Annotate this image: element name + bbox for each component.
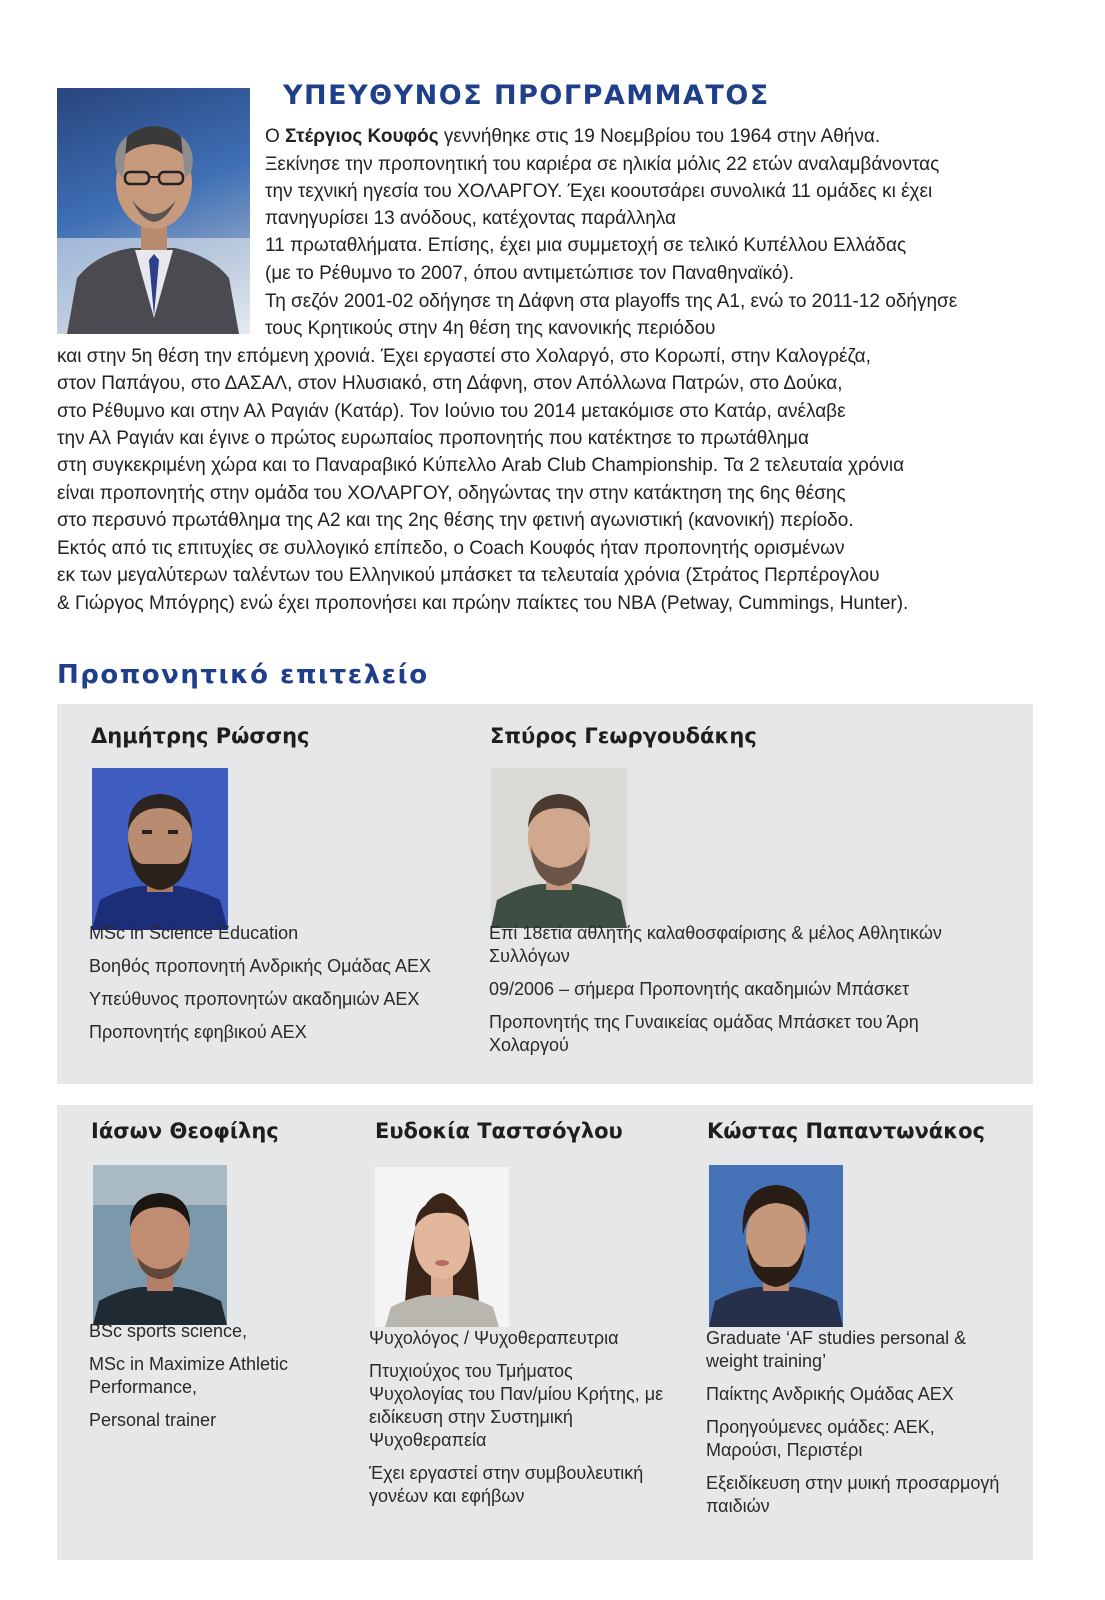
staff-name: Ευδοκία Ταστσόγλου (375, 1119, 623, 1143)
staff-panel-top (57, 704, 1033, 1084)
bio-line: εκ των μεγαλύτερων ταλέντων του Ελληνικού μπάσκετ τα τελευταία χρόνια (Στράτος Περπέρογλου (57, 565, 880, 586)
staff-photo (93, 1165, 227, 1325)
bio-intro-suffix: γεννήθηκε στις 19 Νοεμβρίου του 1964 στην Αθήνα. (438, 126, 881, 147)
coaching-staff-title: Προπονητικό επιτελείο (57, 660, 429, 690)
staff-detail: Προπονητής της Γυναικείας ομάδας Μπάσκετ του Άρη Χολαργού (489, 1012, 919, 1055)
staff-panel-bottom (57, 1105, 1033, 1560)
bio-line: πανηγυρίσει 13 ανόδους, κατέχοντας παράλληλα (265, 208, 677, 229)
bio-line: 11 πρωταθλήματα. Επίσης, έχει μια συμμετοχή σε τελικό Κυπέλλου Ελλάδας (265, 235, 907, 256)
staff-detail: 09/2006 – σήμερα Προπονητής ακαδημιών Μπάσκετ (489, 979, 910, 999)
bio-line: στο Ρέθυμνο και στην Αλ Ραγιάν (Κατάρ). Τον Ιούνιο του 2014 μετακόμισε στο Κατάρ, ανέλαβε (57, 401, 846, 422)
staff-name: Κώστας Παπαντωνάκος (707, 1119, 985, 1143)
bio-line: & Γιώργος Μπόγρης) ενώ έχει προπονήσει και πρώην παίκτες του NBA (Petway, Cummings, Hunter). (57, 593, 909, 614)
staff-details (489, 922, 959, 1067)
bio-line: την τεχνική ηγεσία του ΧΟΛΑΡΓΟΥ. Έχει κοουτσάρει συνολικά 11 ομάδες κι έχει (265, 181, 933, 202)
staff-name: Δημήτρης Ρώσσης (91, 724, 310, 748)
director-photo (57, 88, 250, 334)
staff-detail: BSc sports science, (89, 1321, 248, 1341)
bio-line: και στην 5η θέση την επόμενη χρονιά. Έχει εργαστεί στο Χολαργό, στο Κορωπί, στην Καλογρέζα, (57, 346, 871, 367)
staff-name: Ιάσων Θεοφίλης (91, 1119, 279, 1143)
staff-name: Σπύρος Γεωργουδάκης (490, 724, 757, 748)
staff-photo (92, 768, 228, 930)
bio-line: (με το Ρέθυμνο το 2007, όπου αντιμετώπισε τον Παναθηναϊκό). (265, 263, 795, 284)
staff-detail: Επί 18ετία αθλητής καλαθοσφαίρισης & μέλος Αθλητικών Συλλόγων (489, 923, 942, 966)
staff-photo (491, 768, 627, 928)
bio-line: την Αλ Ραγιάν και έγινε ο πρώτος ευρωπαίος προπονητής που κατέκτησε το πρωτάθλημα (57, 428, 809, 449)
staff-photo (375, 1167, 509, 1327)
bio-line: Ξεκίνησε την προπονητική του καριέρα σε ηλικία μόλις 22 ετών αναλαμβάνοντας (265, 154, 940, 175)
staff-detail: Personal trainer (89, 1410, 217, 1430)
bio-line: Εκτός από τις επιτυχίες σε συλλογικό επίπεδο, ο Coach Κουφός ήταν προπονητής ορισμένων (57, 538, 845, 559)
bio-intro-line (265, 123, 880, 151)
bio-line: Τη σεζόν 2001-02 οδήγησε τη Δάφνη στα playoffs της Α1, ενώ το 2011-12 οδήγησε (265, 291, 958, 312)
bio-line: τους Κρητικούς στην 4η θέση της κανονικής περιόδου (265, 318, 716, 339)
staff-detail: MSc in Science Education (89, 923, 299, 943)
staff-detail: Εξειδίκευση στην μυική προσαρμογή παιδιών (706, 1473, 1000, 1516)
staff-detail: Υπεύθυνος προπονητών ακαδημιών ΑΕΧ (89, 989, 420, 1009)
staff-detail: Πτυχιούχος του Τμήματος Ψυχολογίας του Παν/μίου Κρήτης, με ειδίκευση στην Συστημική Ψυχοθεραπεία (369, 1361, 664, 1450)
bio-line: στο περσυνό πρωτάθλημα της Α2 και της 2ης θέσης την φετινή αγωνιστική (κανονική) περίοδο. (57, 510, 854, 531)
staff-detail: Προπονητής εφηβικού ΑΕΧ (89, 1022, 307, 1042)
director-name: Στέργιος Κουφός (285, 126, 439, 147)
program-director-title: ΥΠΕΥΘΥΝΟΣ ΠΡΟΓΡΑΜΜΑΤΟΣ (283, 80, 770, 111)
staff-detail: Παίκτης Ανδρικής Ομάδας ΑΕΧ (706, 1384, 954, 1404)
staff-detail: Προηγούμενες ομάδες: ΑΕΚ, Μαρούσι, Περιστέρι (706, 1417, 935, 1460)
staff-details (706, 1327, 1006, 1528)
staff-detail: Έχει εργαστεί στην συμβουλευτική γονέων και εφήβων (369, 1463, 644, 1506)
staff-photo (709, 1165, 843, 1327)
staff-details (369, 1327, 669, 1518)
staff-detail: Βοηθός προπονητή Ανδρικής Ομάδας ΑΕΧ (89, 956, 431, 976)
bio-line: στον Παπάγου, στο ΔΑΣΑΛ, στον Ηλυσιακό, στη Δάφνη, στον Απόλλωνα Πατρών, στο Δούκα, (57, 373, 843, 394)
staff-detail: Ψυχολόγος / Ψυχοθεραπευτρια (369, 1328, 619, 1348)
staff-detail: Graduate ‘AF studies personal & weight training’ (706, 1328, 967, 1371)
bio-line: είναι προπονητής στην ομάδα του ΧΟΛΑΡΓΟΥ, οδηγώντας την στην κατάκτηση της 6ης θέσης (57, 483, 846, 504)
staff-detail: MSc in Maximize Athletic Performance, (89, 1354, 289, 1397)
staff-details (89, 922, 489, 1054)
bio-intro-prefix: Ο (265, 126, 286, 147)
bio-line: στη συγκεκριμένη χώρα και το Παναραβικό Κύπελλο Arab Club Championship. Τα 2 τελευταία χρόνια (57, 455, 905, 476)
staff-details (89, 1320, 329, 1442)
